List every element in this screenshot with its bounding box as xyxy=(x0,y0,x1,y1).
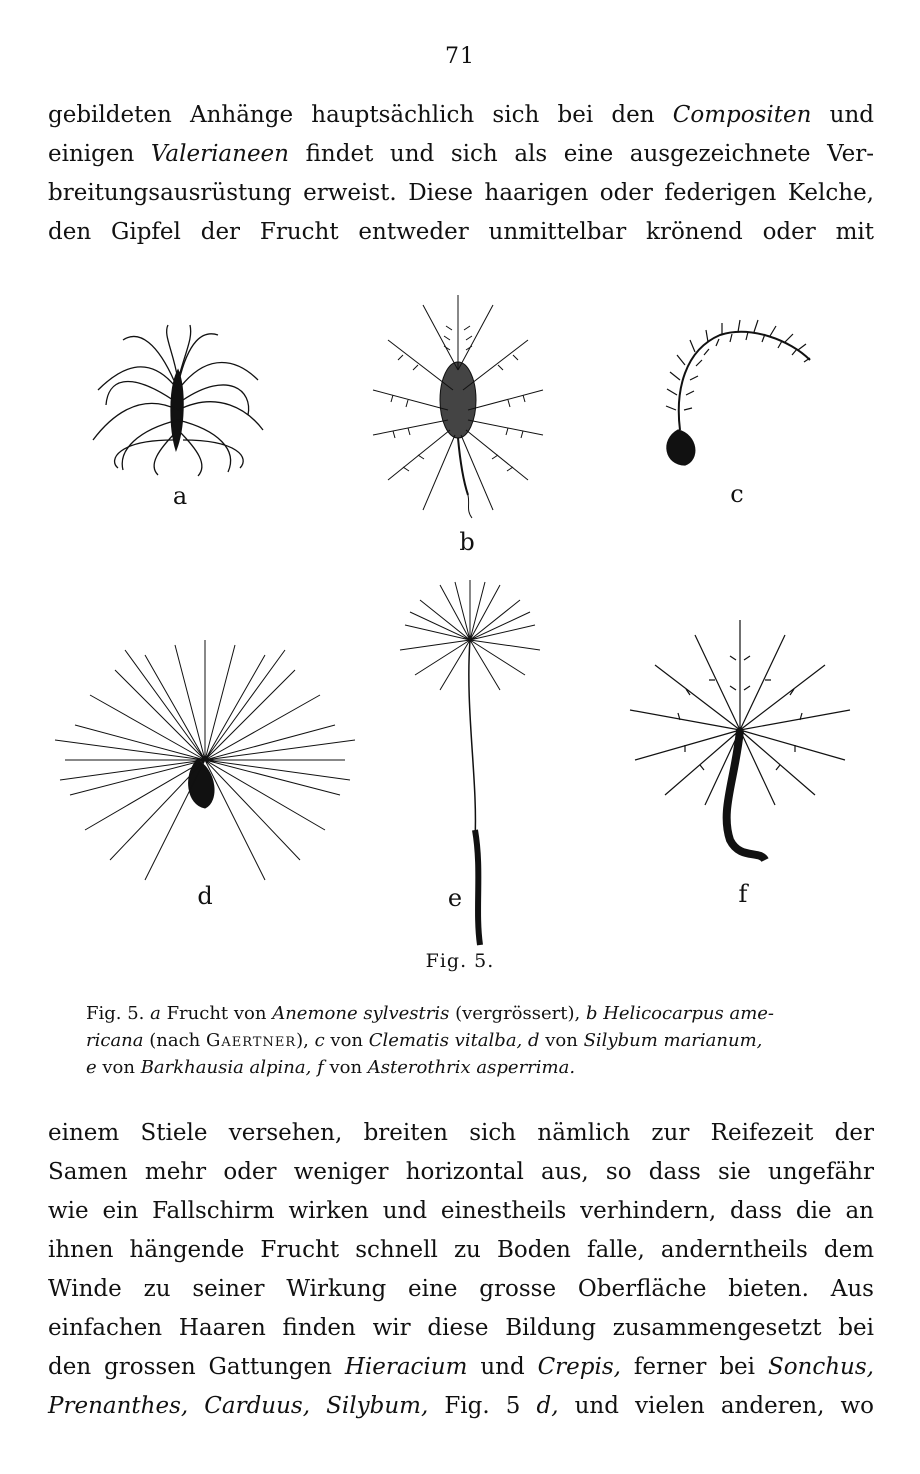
page-number: 71 xyxy=(445,44,475,69)
italic-term: Carduus, xyxy=(204,1393,311,1419)
fruit-d-illustration xyxy=(55,640,355,880)
bottom-paragraph xyxy=(48,1114,874,1426)
text-line xyxy=(48,1231,874,1270)
species-name: Helicocarpus ame- xyxy=(597,1003,775,1024)
fruit-f-illustration xyxy=(630,620,850,860)
text-run: den Gipfel der Frucht entweder unmittelbar krönend oder mit xyxy=(48,219,874,245)
caption-letter: e xyxy=(86,1057,97,1078)
caption-text: ), xyxy=(296,1030,315,1051)
italic-term: Sonchus, xyxy=(767,1354,874,1380)
text-line xyxy=(48,1270,874,1309)
italic-term: d, xyxy=(536,1393,559,1419)
italic-term: Prenanthes, xyxy=(48,1393,189,1419)
italic-term: Valerianeen xyxy=(150,141,289,167)
species-name: ricana xyxy=(86,1030,144,1051)
figure-title: Fig. 5. xyxy=(425,950,495,972)
text-run: und xyxy=(811,102,874,128)
fruit-b-illustration xyxy=(373,295,543,518)
text-line xyxy=(48,1114,874,1153)
italic-term: Compositen xyxy=(672,102,812,128)
caption-letter: b xyxy=(585,1003,598,1024)
figure-label-e: e xyxy=(447,884,463,912)
species-name: Clematis vitalba, xyxy=(368,1030,523,1051)
text-line xyxy=(48,1309,874,1348)
species-name: Asterothrix asperrima. xyxy=(367,1057,576,1078)
caption-text: von xyxy=(539,1030,584,1051)
caption-line xyxy=(86,1000,876,1027)
figure-caption xyxy=(86,1000,876,1081)
text-run: und vielen anderen, wo xyxy=(558,1393,875,1419)
text-line xyxy=(48,1192,874,1231)
caption-text: Fig. 5. xyxy=(86,1003,151,1024)
text-run: Winde zu seiner Wirkung eine grosse Oberfläche bieten. Aus xyxy=(48,1276,874,1302)
text-run xyxy=(188,1393,204,1419)
text-run: breitungsausrüstung erweist. Diese haarigen oder federigen Kelche, xyxy=(48,180,874,206)
species-name: Barkhausia alpina, xyxy=(140,1057,312,1078)
caption-letter: c xyxy=(314,1030,325,1051)
text-run: findet und sich als eine ausgezeichnete Ver- xyxy=(288,141,874,167)
caption-text: von xyxy=(96,1057,141,1078)
italic-term: Silybum, xyxy=(326,1393,429,1419)
text-line xyxy=(48,1348,874,1387)
top-paragraph xyxy=(48,96,874,252)
text-run: den grossen Gattungen xyxy=(48,1354,345,1380)
fruit-c-illustration xyxy=(666,320,810,465)
text-run: einigen xyxy=(48,141,151,167)
text-run xyxy=(310,1393,326,1419)
text-run: Fig. 5 xyxy=(428,1393,537,1419)
text-run: ihnen hängende Frucht schnell zu Boden falle, anderntheils dem xyxy=(48,1237,874,1263)
text-run: und xyxy=(467,1354,538,1380)
text-run: ferner bei xyxy=(620,1354,768,1380)
text-line xyxy=(48,1153,874,1192)
caption-text: (nach xyxy=(143,1030,206,1051)
text-line xyxy=(48,174,874,213)
figure-label-c: c xyxy=(730,480,744,508)
caption-text: (vergrössert), xyxy=(449,1003,586,1024)
caption-letter: f xyxy=(311,1057,324,1078)
caption-text: von xyxy=(324,1030,369,1051)
text-run: wie ein Fallschirm wirken und einestheils verhindern, dass die an xyxy=(48,1198,874,1224)
caption-text: Frucht von xyxy=(160,1003,273,1024)
text-run: gebildeten Anhänge hauptsächlich sich bei den xyxy=(48,102,673,128)
text-line xyxy=(48,96,874,135)
species-name: Silybum marianum, xyxy=(583,1030,763,1051)
caption-text: von xyxy=(323,1057,368,1078)
italic-term: Hieracium xyxy=(344,1354,468,1380)
figure-label-b: b xyxy=(459,528,475,556)
text-line xyxy=(48,213,874,252)
caption-letter: a xyxy=(150,1003,161,1024)
figure-illustration xyxy=(0,270,920,970)
caption-line xyxy=(86,1027,876,1054)
caption-letter: d xyxy=(522,1030,540,1051)
author-name: Gaertner xyxy=(205,1030,297,1051)
figure-5 xyxy=(0,270,920,990)
text-run: Samen mehr oder weniger horizontal aus, so dass sie ungefähr xyxy=(48,1159,874,1185)
text-run: einfachen Haaren finden wir diese Bildung zusammengesetzt bei xyxy=(48,1315,874,1341)
figure-label-a: a xyxy=(172,482,188,510)
species-name: Anemone sylvestris xyxy=(272,1003,450,1024)
figure-label-d: d xyxy=(197,882,213,910)
text-run: einem Stiele versehen, breiten sich nämlich zur Reifezeit der xyxy=(48,1120,874,1146)
caption-line xyxy=(86,1054,876,1081)
fruit-a-illustration xyxy=(93,325,263,476)
fruit-e-illustration xyxy=(400,580,540,945)
text-line xyxy=(48,1387,874,1426)
figure-label-f: f xyxy=(738,880,748,908)
italic-term: Crepis, xyxy=(537,1354,621,1380)
text-line xyxy=(48,135,874,174)
